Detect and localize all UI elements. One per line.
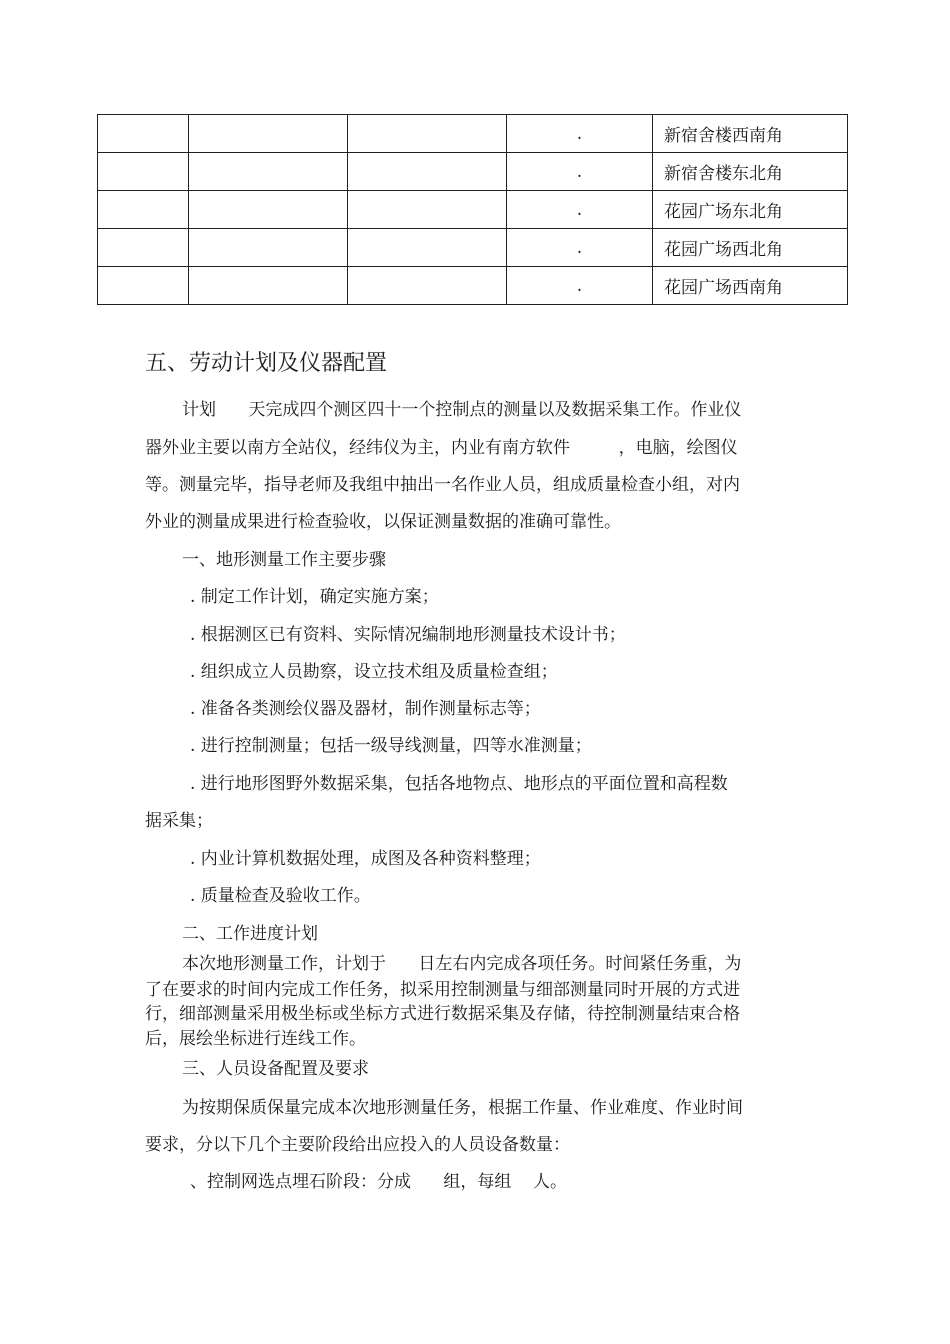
- table-cell: .: [507, 229, 653, 267]
- table-cell: [98, 115, 189, 153]
- intro-line: 外业的测量成果进行检查验收，以保证测量数据的准确可靠性。: [145, 512, 621, 532]
- table-cell: [189, 115, 348, 153]
- staffing-line: 为按期保质保量完成本次地形测量任务，根据工作量、作业难度、作业时间: [182, 1098, 743, 1118]
- table-cell: [189, 229, 348, 267]
- intro-line: 计划 天完成四个测区四十一个控制点的测量以及数据采集工作。作业仪: [182, 400, 742, 420]
- table-cell: [348, 115, 507, 153]
- table-cell: [348, 267, 507, 305]
- control-point-table: [97, 114, 848, 305]
- table-cell-location: 花园广场西南角: [653, 267, 848, 305]
- subsection-title: 二、工作进度计划: [182, 924, 318, 944]
- table-cell: .: [507, 153, 653, 191]
- table-row: [98, 153, 848, 191]
- table-cell: [348, 191, 507, 229]
- table-cell: [98, 229, 189, 267]
- table-cell-location: 花园广场东北角: [653, 191, 848, 229]
- table-cell: [189, 191, 348, 229]
- step-item: . 准备各类测绘仪器及器材，制作测量标志等；: [190, 699, 541, 719]
- step-item: . 内业计算机数据处理，成图及各种资料整理；: [190, 849, 541, 869]
- table-cell: [189, 267, 348, 305]
- table-cell: [189, 153, 348, 191]
- table-cell: [98, 267, 189, 305]
- step-item: . 组织成立人员勘察，设立技术组及质量检查组；: [190, 662, 558, 682]
- intro-line: 等。测量完毕，指导老师及我组中抽出一名作业人员，组成质量检查小组，对内: [145, 475, 740, 495]
- schedule-line: 本次地形测量工作，计划于 日左右内完成各项任务。时间紧任务重，为: [182, 954, 742, 974]
- table-cell: [98, 191, 189, 229]
- table-row: [98, 115, 848, 153]
- table-cell: .: [507, 267, 653, 305]
- table-cell: [98, 153, 189, 191]
- table-cell-location: 新宿舍楼西南角: [653, 115, 848, 153]
- step-item: . 质量检查及验收工作。: [190, 886, 371, 906]
- table-cell: [348, 229, 507, 267]
- table-cell-location: 新宿舍楼东北角: [653, 153, 848, 191]
- schedule-line: 了在要求的时间内完成工作任务，拟采用控制测量与细部测量同时开展的方式进: [145, 980, 740, 1000]
- subsection-title: 三、人员设备配置及要求: [182, 1059, 369, 1079]
- step-item: . 制定工作计划，确定实施方案；: [190, 587, 439, 607]
- table-row: [98, 229, 848, 267]
- table-row: [98, 267, 848, 305]
- staffing-line: 要求，分以下几个主要阶段给出应投入的人员设备数量：: [145, 1135, 570, 1155]
- table-cell: .: [507, 115, 653, 153]
- step-item: . 根据测区已有资料、实际情况编制地形测量技术设计书；: [190, 625, 626, 645]
- step-item: . 进行地形图野外数据采集，包括各地物点、地形点的平面位置和高程数: [190, 774, 728, 794]
- step-item: . 进行控制测量；包括一级导线测量，四等水准测量；: [190, 736, 592, 756]
- staffing-line: 、控制网选点埋石阶段：分成 组，每组 人。: [190, 1172, 568, 1192]
- table-cell: .: [507, 191, 653, 229]
- step-item-continuation: 据采集；: [145, 811, 213, 831]
- schedule-line: 后，展绘坐标进行连线工作。: [145, 1029, 366, 1049]
- table-row: [98, 191, 848, 229]
- section-title: 五、劳动计划及仪器配置: [145, 351, 388, 376]
- intro-line: 器外业主要以南方全站仪，经纬仪为主，内业有南方软件 ，电脑，绘图仪: [145, 438, 738, 458]
- table-cell-location: 花园广场西北角: [653, 229, 848, 267]
- subsection-title: 一、地形测量工作主要步骤: [182, 550, 386, 570]
- schedule-line: 行，细部测量采用极坐标或坐标方式进行数据采集及存储，待控制测量结束合格: [145, 1004, 740, 1024]
- table-cell: [348, 153, 507, 191]
